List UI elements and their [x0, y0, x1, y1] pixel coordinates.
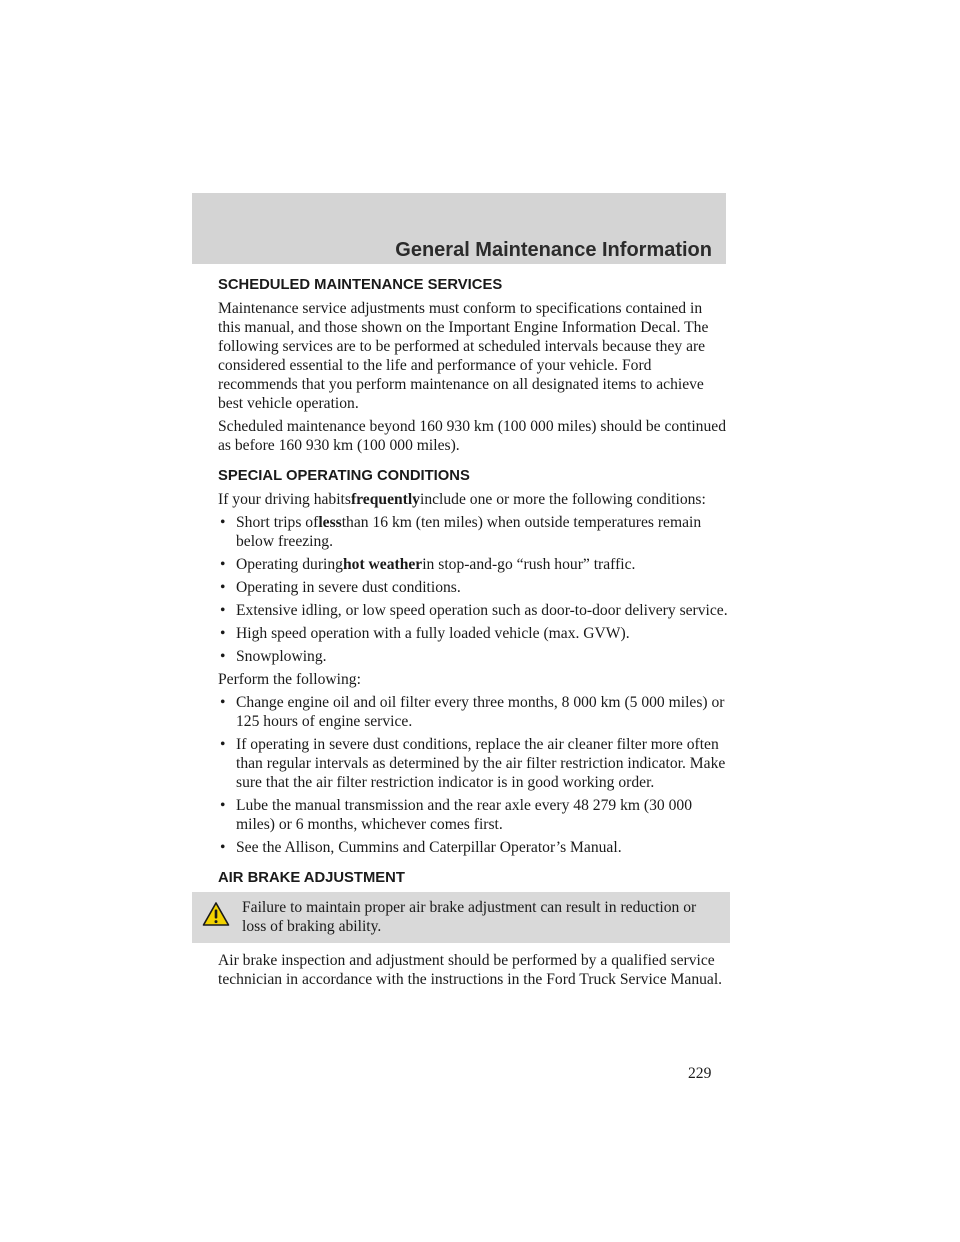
special-intro-before: If your driving habits [218, 491, 351, 508]
condition-item: • Operating in severe dust conditions. [218, 578, 728, 597]
action-item: • Change engine oil and oil filter every three months, 8 000 km (5 000 miles) or 125 hours of engine service. [218, 693, 728, 731]
page-content [218, 276, 728, 993]
condition-text: Operating during [236, 556, 343, 573]
warning-triangle-icon [202, 901, 230, 927]
condition-bold: hot weather [342, 556, 423, 573]
action-item: • If operating in severe dust conditions, replace the air cleaner filter more often than regular intervals as determined by the air filter restriction indicator. Make sure that the air filter restriction indicator is in good working order. [218, 735, 728, 792]
header-band [192, 193, 726, 264]
condition-bold: less [318, 514, 342, 531]
actions-list [218, 693, 728, 857]
air-brake-heading: AIR BRAKE ADJUSTMENT [218, 870, 405, 886]
action-item: • Lube the manual transmission and the rear axle every 48 279 km (30 000 miles) or 6 months, whichever comes first. [218, 796, 728, 834]
condition-text: in stop-and-go “rush hour” traffic. [422, 556, 636, 573]
special-intro [218, 490, 728, 509]
condition-item: • High speed operation with a fully loaded vehicle (max. GVW). [218, 624, 728, 643]
scheduled-para-1: Maintenance service adjustments must conform to specifications contained in this manual, and those shown on the Important Engine Information Decal. The following services are to be performed at scheduled intervals because they are considered essential to the life and performance of your vehicle. Ford recommends that you perform maintenance on all designated items to achieve best vehicle operation. [218, 300, 709, 412]
warning-text: Failure to maintain proper air brake adjustment can result in reduction or loss of braking ability. [242, 899, 697, 935]
warning-box [192, 892, 730, 943]
condition-item: • Extensive idling, or low speed operation such as door-to-door delivery service. [218, 601, 728, 620]
condition-text: Short trips of [236, 514, 319, 531]
condition-item [218, 555, 728, 574]
air-brake-para: Air brake inspection and adjustment should be performed by a qualified service technician in accordance with the instructions in the Ford Truck Service Manual. [218, 952, 723, 988]
conditions-list [218, 513, 728, 666]
special-intro-bold: frequently [350, 491, 420, 508]
page-number: 229 [688, 1065, 712, 1082]
perform-label: Perform the following: [218, 671, 361, 688]
page-title: General Maintenance Information [395, 239, 712, 261]
scheduled-para-2: Scheduled maintenance beyond 160 930 km (100 000 miles) should be continued as before 160 930 km (100 000 miles). [218, 418, 726, 454]
special-intro-after: include one or more the following conditions: [419, 491, 706, 508]
condition-item: • Snowplowing. [218, 647, 728, 666]
special-heading: SPECIAL OPERATING CONDITIONS [218, 468, 470, 484]
scheduled-heading: SCHEDULED MAINTENANCE SERVICES [218, 277, 503, 293]
condition-item [218, 513, 728, 551]
condition-text: than 16 km (ten miles) when outside temperatures remain below freezing. [236, 514, 702, 550]
action-item: • See the Allison, Cummins and Caterpillar Operator’s Manual. [218, 838, 728, 857]
